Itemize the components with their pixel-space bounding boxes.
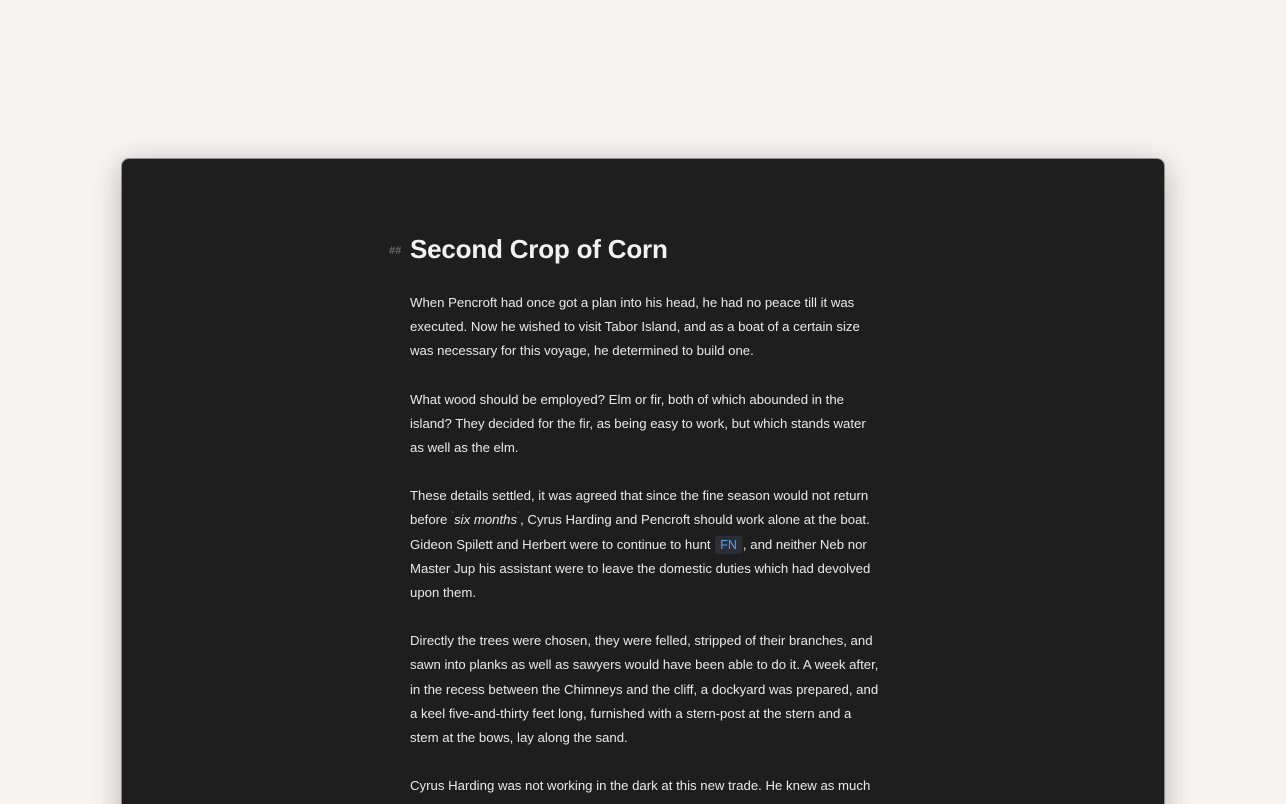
document-heading[interactable]	[389, 231, 880, 267]
document-body[interactable]	[389, 231, 880, 804]
footnote-badge[interactable]: FN	[715, 536, 742, 554]
heading-level-marker: ##	[389, 245, 402, 257]
heading-text: Second Crop of Corn	[410, 234, 668, 264]
paragraph-4[interactable]: Directly the trees were chosen, they were felled, stripped of their branches, and sawn into planks as well as sawyers would have been able to do it. A week after, in the recess between the Chimneys and the cliff, a dockyard was prepared, and a keel five-and-thirty feet long, furnished with a stern-post at the stern and a stem at the bows, lay along the sand.	[410, 633, 879, 746]
paragraph-3[interactable]	[410, 484, 880, 605]
paragraph-2[interactable]: What wood should be employed? Elm or fir, both of which abounded in the island? They decided for the fir, as being easy to work, but which stands water as well as the elm.	[410, 391, 866, 456]
paragraph-3-text-a: These details settled, it was agreed that since the fine season would not return before	[410, 488, 869, 528]
paragraph-1[interactable]: When Pencroft had once got a plan into his head, he had no peace till it was executed. Now he wished to visit Tabor Island, and as a boat of a certain size was necessary for this voyage, he determined to build one.	[410, 295, 860, 359]
paragraph-5[interactable]: Cyrus Harding was not working in the dark at this new trade. He knew as much	[410, 778, 871, 794]
emphasis-close-marker: `	[517, 511, 521, 522]
editor-window	[122, 159, 1164, 804]
paragraph-3-text-c: , and neither Neb nor Master Jup his assistant were to leave the domestic duties which had devolved upon them.	[410, 536, 871, 601]
emphasis-text: six months	[454, 512, 518, 528]
paragraph-3-text-b: , Cyrus Harding and Pencroft should work alone at the boat. Gideon Spilett and Herbert were to continue to hunt	[410, 512, 870, 552]
emphasis-open-marker: `	[451, 511, 455, 522]
